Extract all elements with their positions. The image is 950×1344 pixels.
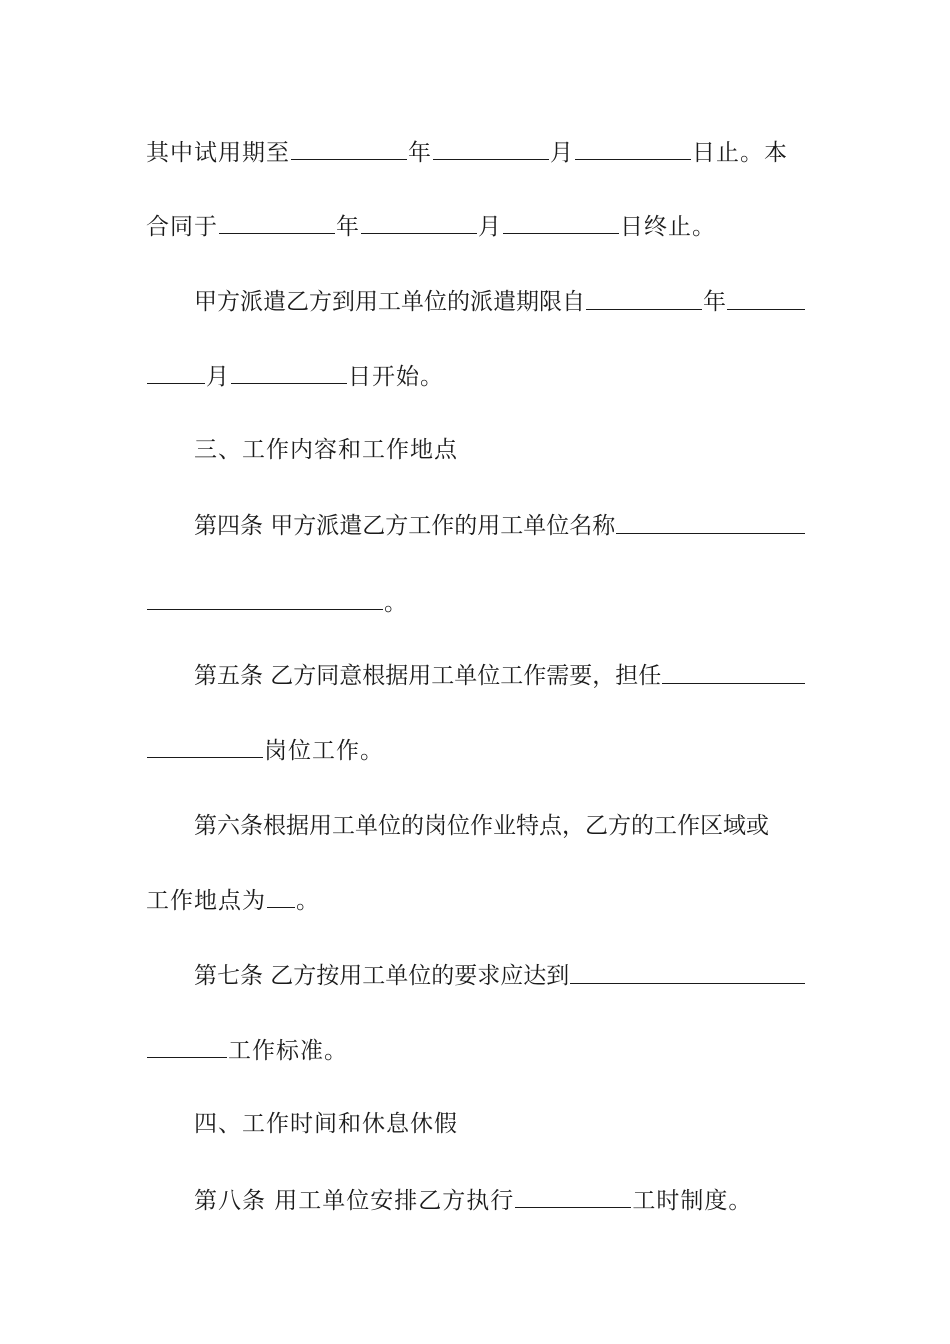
year-label: 年: [336, 214, 360, 240]
article-6-end: 。: [296, 888, 320, 914]
article-8-text: 第八条 用工单位安排乙方执行: [194, 1188, 515, 1214]
article-6-line: [194, 811, 806, 841]
month-label: 月: [550, 140, 574, 166]
article-5-text: 第五条 乙方同意根据用工单位工作需要，担任: [194, 663, 662, 689]
year-label: 年: [703, 289, 726, 315]
month-blank[interactable]: [433, 137, 549, 160]
article-7-line-cont: [146, 1035, 806, 1065]
month-blank-cont[interactable]: [147, 361, 205, 384]
dispatch-period-line-cont: [146, 361, 806, 391]
dispatch-period-line: [194, 287, 806, 317]
article-4-line: [194, 511, 806, 541]
article-4-text: 第四条 甲方派遣乙方工作的用工单位名称: [194, 513, 616, 539]
year-blank[interactable]: [586, 287, 702, 310]
month-blank[interactable]: [361, 211, 477, 234]
section-heading-4: 四、工作时间和休息休假: [194, 1111, 458, 1137]
working-hours-blank[interactable]: [515, 1185, 631, 1208]
article-4-end: 。: [384, 590, 408, 616]
contract-end-text: 合同于: [146, 214, 218, 240]
day-label-end: 日终止。: [620, 214, 716, 240]
article-8-line: [194, 1185, 806, 1215]
article-7-end: 工作标准。: [228, 1038, 348, 1064]
contract-end-line: [146, 211, 806, 241]
article-4-line-cont: [146, 587, 806, 617]
day-blank[interactable]: [231, 361, 347, 384]
trial-period-line: [146, 137, 806, 167]
article-7-line: [194, 961, 806, 991]
month-blank-start[interactable]: [727, 287, 805, 310]
article-6-cont: 工作地点为: [146, 888, 266, 914]
employer-name-blank[interactable]: [616, 511, 805, 534]
article-6-line-cont: [146, 885, 806, 915]
section-heading-3: 三、工作内容和工作地点: [194, 437, 458, 463]
start-label: 日开始。: [348, 364, 444, 390]
article-5-end: 岗位工作。: [264, 738, 384, 764]
article-6-text: 第六条根据用工单位的岗位作业特点，乙方的工作区域或: [194, 813, 769, 839]
month-label: 月: [478, 214, 502, 240]
year-label: 年: [408, 140, 432, 166]
day-blank[interactable]: [503, 211, 619, 234]
year-blank[interactable]: [291, 137, 407, 160]
day-blank[interactable]: [575, 137, 691, 160]
article-5-line: [194, 661, 806, 691]
article-8-end: 工时制度。: [632, 1188, 753, 1214]
employer-name-blank-cont[interactable]: [147, 587, 383, 610]
trial-period-text: 其中试用期至: [146, 140, 290, 166]
article-7-text: 第七条 乙方按用工单位的要求应达到: [194, 963, 570, 989]
dispatch-period-text: 甲方派遣乙方到用工单位的派遣期限自: [194, 289, 585, 315]
work-location-blank[interactable]: [267, 885, 295, 908]
position-blank[interactable]: [662, 661, 805, 684]
article-5-line-cont: [146, 735, 806, 765]
work-standard-blank[interactable]: [570, 961, 805, 984]
position-blank-cont[interactable]: [147, 735, 263, 758]
day-label-end: 日止。本: [692, 140, 788, 166]
month-label: 月: [206, 364, 230, 390]
year-blank[interactable]: [219, 211, 335, 234]
work-standard-blank-cont[interactable]: [147, 1035, 227, 1058]
